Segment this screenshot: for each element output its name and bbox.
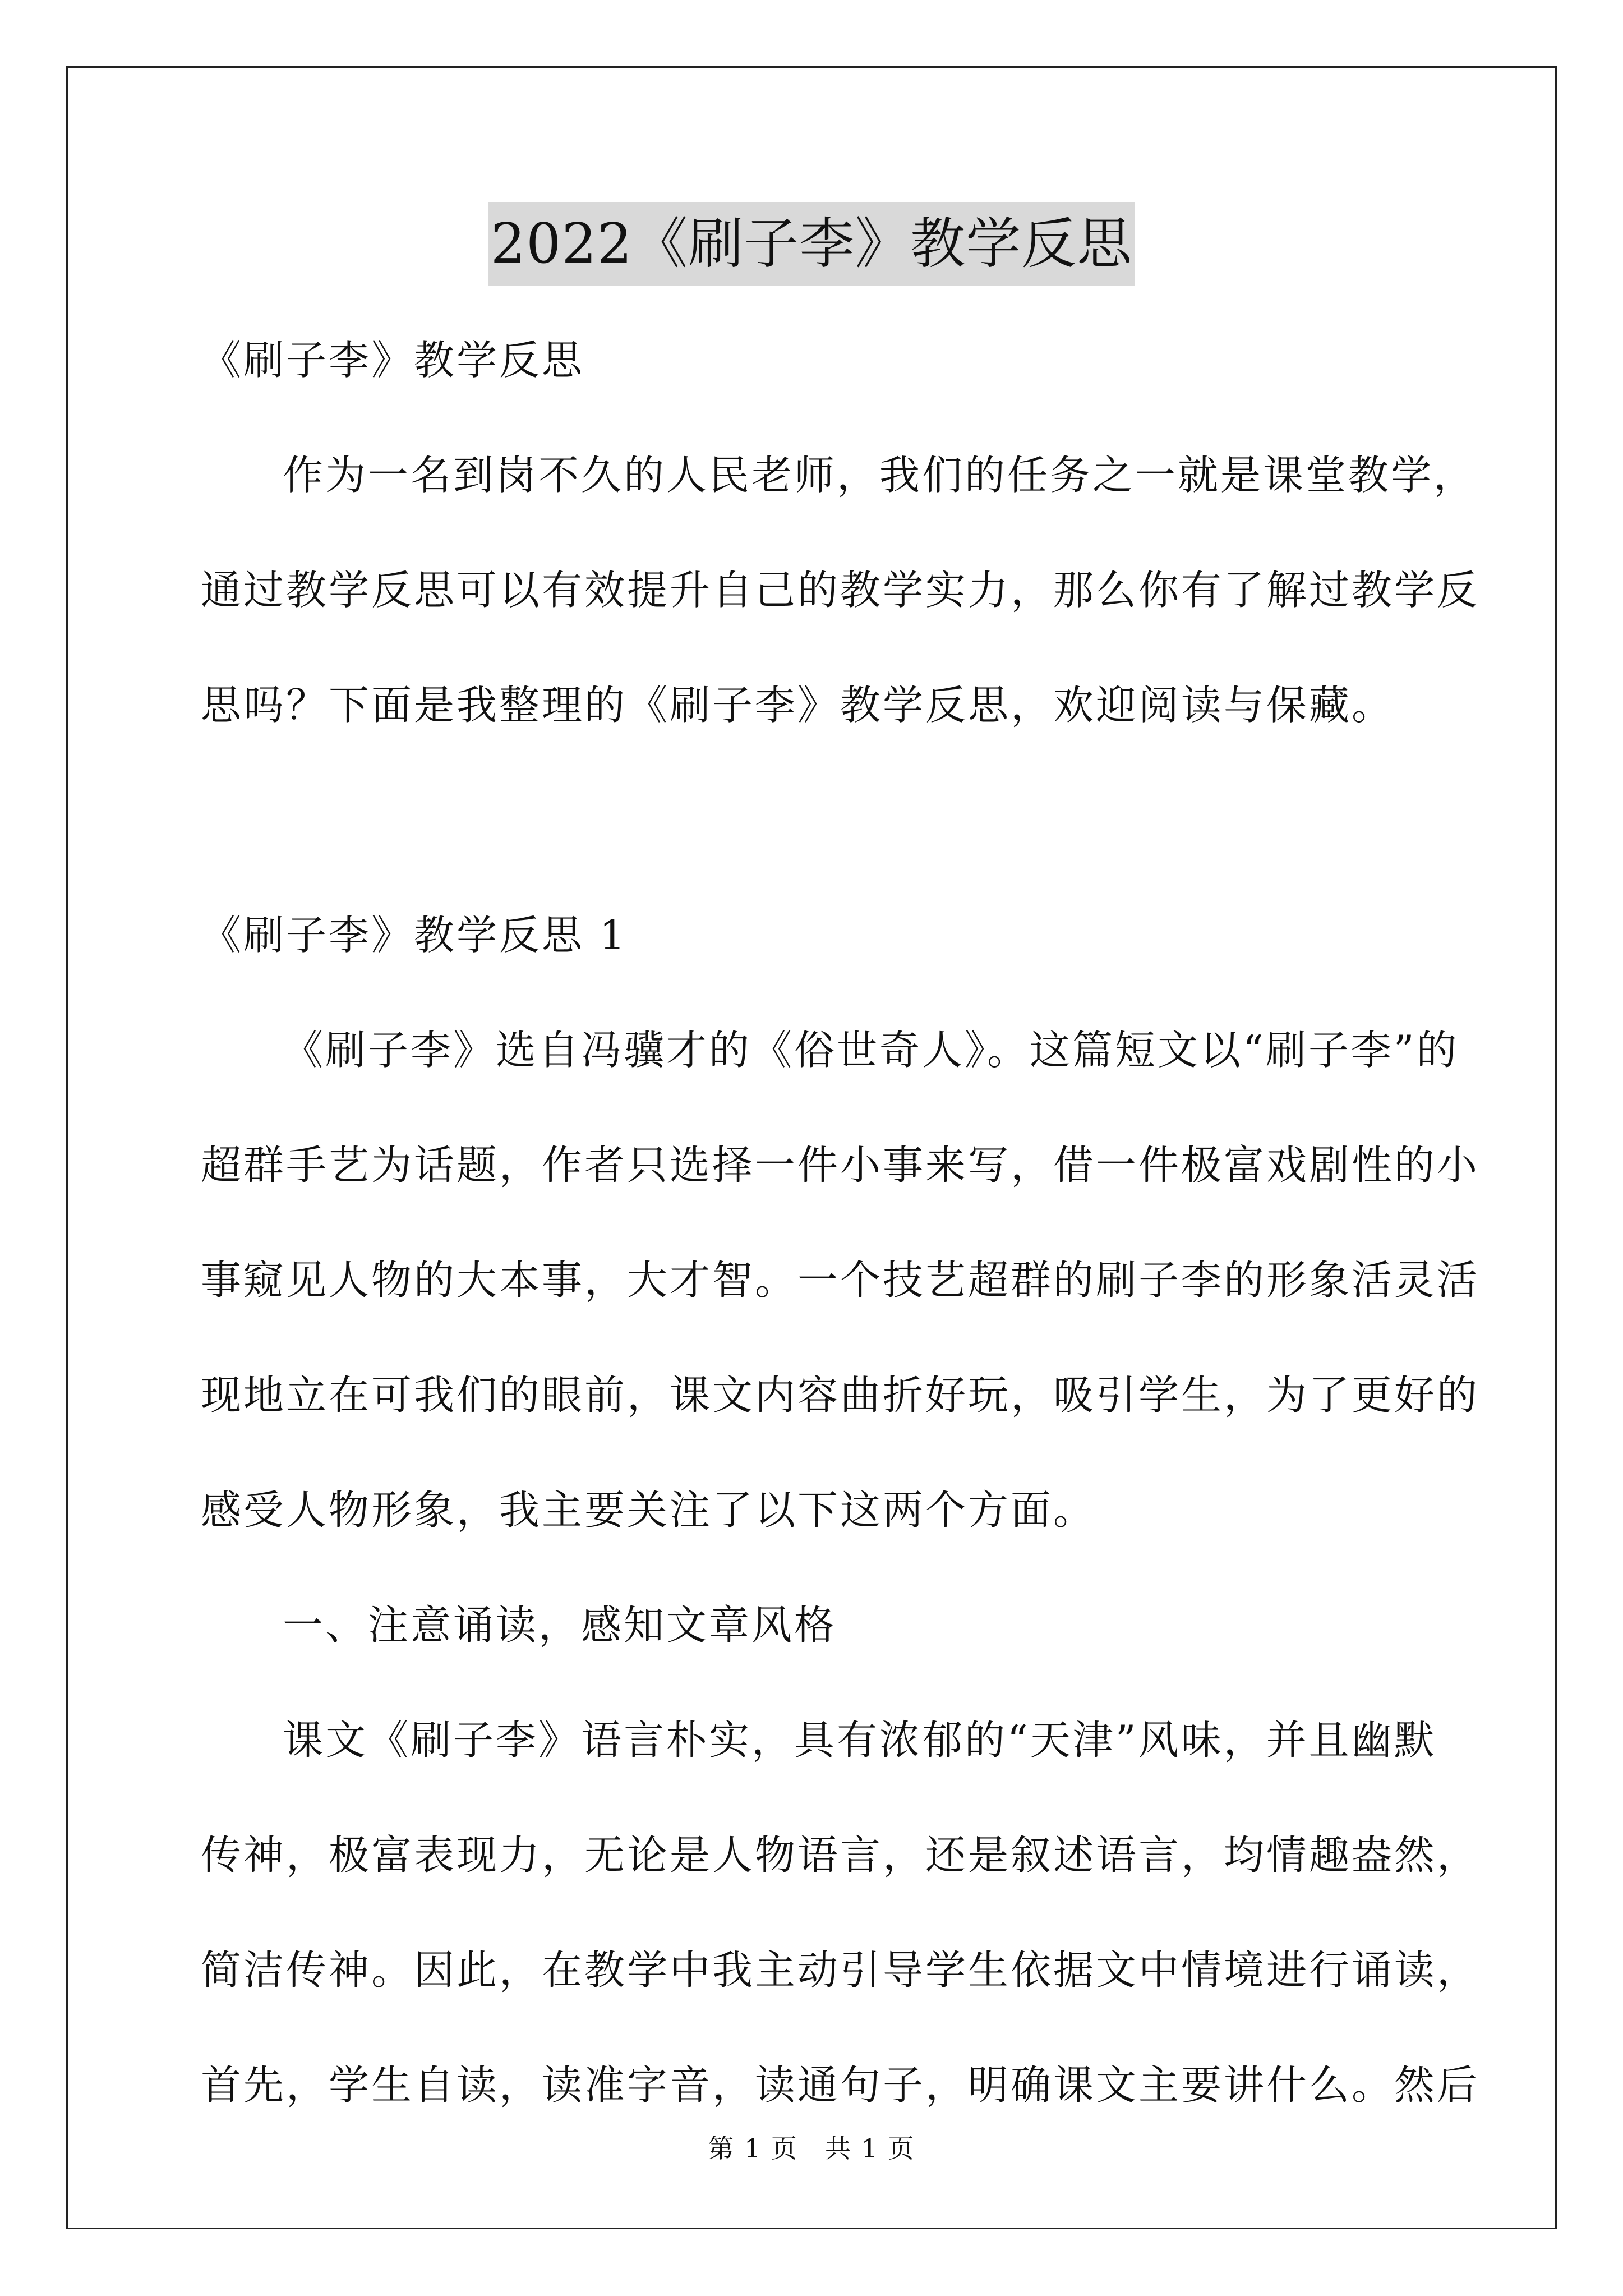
text-line: 感受人物形象，我主要关注了以下这两个方面。 — [201, 1487, 1096, 1534]
text-line: 超群手艺为话题，作者只选择一件小事来写，借一件极富戏剧性的小 — [201, 1142, 1480, 1189]
text-line: 作为一名到岗不久的人民老师，我们的任务之一就是课堂教学， — [283, 452, 1477, 499]
text-line: 一、注意诵读，感知文章风格 — [283, 1602, 837, 1649]
text-line: 《刷子李》教学反思 — [201, 337, 585, 384]
text-line: 思吗？下面是我整理的《刷子李》教学反思，欢迎阅读与保藏。 — [201, 682, 1395, 729]
text-line: 简洁传神。因此，在教学中我主动引导学生依据文中情境进行诵读， — [201, 1947, 1480, 1994]
text-line: 《刷子李》教学反思 1 — [201, 912, 628, 959]
document-title: 2022《刷子李》教学反思 — [488, 202, 1135, 286]
text-line: 事窥见人物的大本事，大才智。一个技艺超群的刷子李的形象活灵活 — [201, 1257, 1480, 1304]
text-line: 首先，学生自读，读准字音，读通句子，明确课文主要讲什么。然后 — [201, 2062, 1480, 2109]
text-line: 课文《刷子李》语言朴实，具有浓郁的“天津”风味，并且幽默 — [283, 1717, 1437, 1764]
text-line: 现地立在可我们的眼前，课文内容曲折好玩，吸引学生，为了更好的 — [201, 1372, 1480, 1419]
document-body — [201, 303, 1480, 2143]
paragraph-gap — [201, 763, 1429, 878]
text-line: 传神，极富表现力，无论是人物语言，还是叙述语言，均情趣盎然， — [201, 1832, 1480, 1879]
text-line: 通过教学反思可以有效提升自己的教学实力，那么你有了解过教学反 — [201, 567, 1480, 614]
title-container — [0, 202, 1623, 286]
text-line: 《刷子李》选自冯骥才的《俗世奇人》。这篇短文以“刷子李”的 — [283, 1027, 1459, 1074]
page-footer: 第 1 页 共 1 页 — [708, 2133, 915, 2164]
